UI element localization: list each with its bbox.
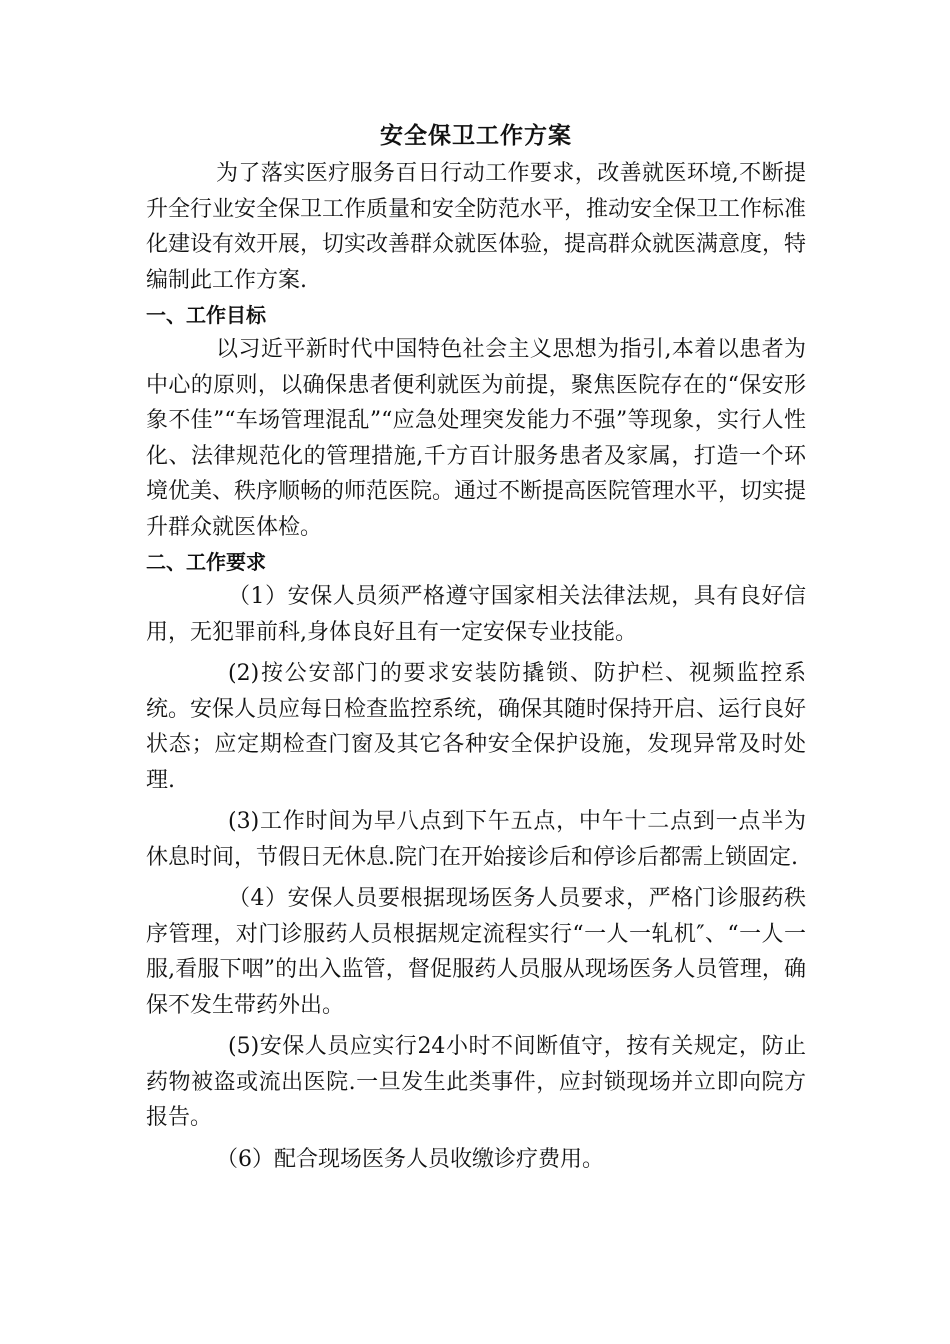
document-page bbox=[146, 118, 806, 1177]
requirement-item-4: （4）安保人员要根据现场医务人员要求，严格门诊服药秩序管理，对门诊服药人员根据规定流程实行“一人一轧机″、“一人一服,看服下咽”的出入监管，督促服药人员服从现场医务人员管理，确保不发生带药外出。 bbox=[146, 886, 806, 1018]
requirement-item-6: （6）配合现场医务人员收缴诊疗费用。 bbox=[216, 1146, 604, 1172]
requirement-item-1: （1）安保人员须严格遵守国家相关法律法规，具有良好信用，无犯罪前科,身体良好且有一定安保专业技能。 bbox=[146, 584, 806, 645]
section-heading-requirements: 二、工作要求 bbox=[146, 550, 266, 574]
requirement-item-5: (5)安保人员应实行24小时不间断值守，按有关规定，防止药物被盗或流出医院.一旦发生此类事件，应封锁现场并立即向院方报告。 bbox=[146, 1034, 806, 1130]
document-title: 安全保卫工作方案 bbox=[380, 122, 572, 149]
goals-paragraph: 以习近平新时代中国特色社会主义思想为指引,本着以患者为中心的原则，以确保患者便利就医为前提，聚焦医院存在的“保安形象不佳”“车场管理混乱”“应急处理突发能力不强”等现象，实行人性化、法律规范化的管理措施,千方百计服务患者及家属，打造一个环境优美、秩序顺畅的师范医院。通过不断提高医院管理水平，切实提升群众就医体检。 bbox=[146, 337, 807, 540]
section-heading-goals: 一、工作目标 bbox=[146, 303, 266, 327]
intro-paragraph: 为了落实医疗服务百日行动工作要求，改善就医环境,不断提升全行业安全保卫工作质量和安全防范水平，推动安全保卫工作标准化建设有效开展，切实改善群众就医体验，提高群众就医满意度，特编制此工作方案. bbox=[146, 161, 807, 293]
requirement-item-2: (2)按公安部门的要求安装防撬锁、防护栏、视频监控系统。安保人员应每日检查监控系统，确保其随时保持开启、运行良好状态；应定期检查门窗及其它各种安全保护设施，发现异常及时处理. bbox=[146, 661, 807, 793]
requirement-item-3: (3)工作时间为早八点到下午五点，中午十二点到一点半为休息时间，节假日无休息.院门在开始接诊后和停诊后都需上锁固定. bbox=[146, 809, 806, 870]
